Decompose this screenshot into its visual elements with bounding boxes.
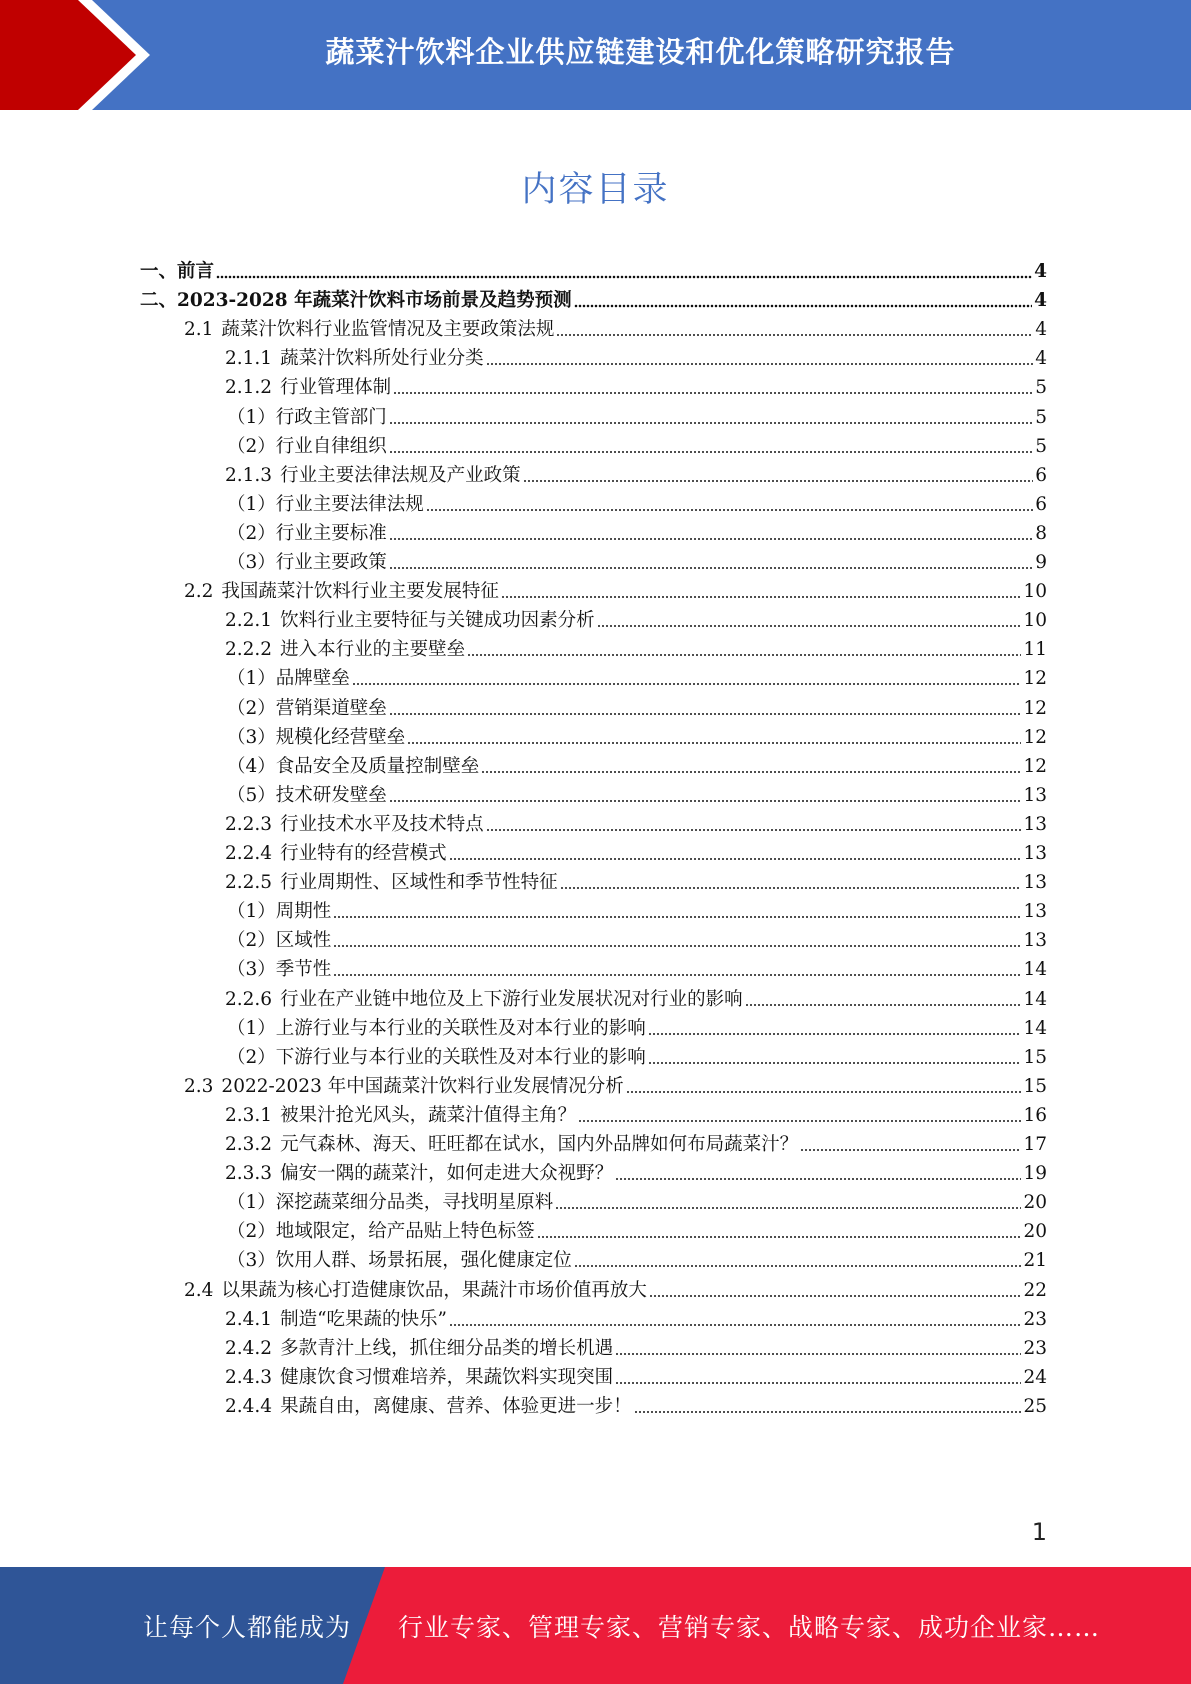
toc-entry-title: 果蔬自由，离健康、营养、体验更进一步！: [280, 1395, 632, 1417]
toc-entry[interactable]: [225, 1097, 1047, 1128]
toc-entry[interactable]: [225, 1301, 1047, 1332]
toc-entry-title: 行业周期性、区域性和季节性特征: [280, 872, 558, 894]
toc-entry-page: 9: [1035, 552, 1047, 573]
toc-entry-number: 2.1: [184, 319, 214, 341]
toc-entry-number: （1）: [227, 1192, 276, 1214]
toc-dot-leader: [389, 799, 1022, 803]
toc-entry-number: 2.3.2: [225, 1134, 273, 1155]
toc-entry-title: 上游行业与本行业的关联性及对本行业的影响: [275, 1017, 646, 1039]
toc-dot-leader: [407, 741, 1021, 745]
toc-entry-page: 4: [1034, 261, 1047, 282]
toc-entry-title: 蔬菜汁饮料行业监管情况及主要政策法规: [221, 319, 555, 341]
toc-entry-title: 行业在产业链中地位及上下游行业发展状况对行业的影响: [280, 988, 743, 1010]
report-title: 蔬菜汁饮料企业供应链建设和优化策略研究报告: [325, 34, 956, 69]
footer-slogan-left: 让每个人都能成为: [143, 1612, 352, 1642]
toc-entry-page: 12: [1023, 726, 1047, 748]
toc-dot-leader: [486, 362, 1034, 366]
toc-entry-page: 19: [1023, 1163, 1047, 1185]
toc-dot-leader: [745, 1003, 1022, 1007]
toc-entry[interactable]: [227, 486, 1047, 517]
footer-slogan-right: 行业专家、管理专家、营销专家、战略专家、成功企业家……: [398, 1612, 1101, 1642]
toc-entry-number: 2.1.3: [225, 464, 273, 486]
toc-entry-number: 2.4.2: [225, 1337, 273, 1359]
toc-entry-title: 饮料行业主要特征与关键成功因素分析: [280, 610, 595, 632]
toc-entry-number: （3）: [227, 1250, 276, 1272]
toc-entry-number: 2.2: [184, 581, 214, 603]
toc-entry-page: 21: [1023, 1250, 1047, 1272]
toc-entry-page: 20: [1023, 1192, 1047, 1214]
toc-entry-number: 2.3: [184, 1075, 214, 1097]
toc-entry[interactable]: [227, 922, 1047, 953]
toc-entry[interactable]: [225, 369, 1047, 400]
toc-entry-title: 食品安全及质量控制壁垒: [275, 755, 480, 777]
header-banner: [0, 0, 1191, 110]
toc-entry[interactable]: [227, 1242, 1047, 1273]
toc-dot-leader: [389, 421, 1033, 425]
toc-entry-page: 12: [1023, 668, 1047, 690]
toc-entry-title: 我国蔬菜汁饮料行业主要发展特征: [221, 581, 499, 603]
toc-dot-leader: [615, 1352, 1021, 1356]
toc-entry-title: 下游行业与本行业的关联性及对本行业的影响: [275, 1046, 646, 1068]
toc-dot-leader: [467, 653, 1021, 657]
toc-entry-title: 季节性: [275, 959, 332, 981]
toc-entry[interactable]: [227, 399, 1047, 430]
toc-entry-number: 2.2.4: [225, 843, 273, 864]
toc-entry-title: 2022-2023 年中国蔬菜汁饮料行业发展情况分析: [221, 1075, 624, 1097]
toc-entry-title: 地域限定，给产品贴上特色标签: [275, 1221, 535, 1243]
toc-entry-number: 2.2.2: [225, 639, 273, 661]
toc-entry[interactable]: [227, 1010, 1047, 1041]
toc-entry-title: 周期性: [275, 901, 332, 923]
toc-dot-leader: [615, 1177, 1021, 1181]
toc-entry-page: 15: [1023, 1046, 1047, 1068]
toc-dot-leader: [555, 1206, 1021, 1210]
toc-entry-page: 4: [1035, 348, 1047, 370]
toc-entry-number: 2.4.1: [225, 1308, 273, 1330]
toc-entry-title: 健康饮食习惯难培养，果蔬饮料实现突围: [280, 1366, 614, 1388]
toc-dot-leader: [449, 1323, 1021, 1327]
toc-entry[interactable]: [227, 544, 1047, 575]
toc-entry[interactable]: [227, 748, 1047, 779]
toc-entry-number: 2.1.2: [225, 377, 273, 399]
toc-dot-leader: [800, 1148, 1021, 1152]
toc-entry-page: 15: [1023, 1075, 1047, 1097]
toc-entry-number: 2.2.3: [225, 813, 273, 835]
toc-entry-page: 14: [1023, 1017, 1047, 1039]
toc-dot-leader: [578, 1119, 1021, 1123]
toc-entry-number: 2.3.1: [225, 1104, 273, 1126]
toc-entry-page: 12: [1023, 755, 1047, 777]
toc-entry-number: 2.4.3: [225, 1366, 273, 1388]
toc-entry-title: 行业技术水平及技术特点: [280, 813, 484, 835]
toc-entry-number: 2.1.1: [225, 348, 273, 370]
toc-dot-leader: [648, 1061, 1022, 1065]
toc-entry-title: 营销渠道壁垒: [275, 697, 387, 719]
toc-entry[interactable]: [225, 1155, 1047, 1186]
toc-entry-page: 13: [1023, 843, 1047, 864]
toc-entry[interactable]: [225, 1330, 1047, 1361]
toc-entry-page: 22: [1023, 1279, 1047, 1301]
toc-dot-leader: [333, 915, 1021, 919]
toc-entry-page: 5: [1035, 435, 1047, 457]
toc-entry-number: （3）: [227, 726, 276, 748]
toc-dot-leader: [389, 450, 1033, 454]
toc-entry-page: 5: [1035, 377, 1047, 399]
toc-entry[interactable]: [227, 428, 1047, 459]
toc-dot-leader: [389, 566, 1033, 570]
toc-entry-number: 2.2.6: [225, 988, 273, 1010]
toc-dot-leader: [389, 712, 1022, 716]
toc-dot-leader: [389, 537, 1033, 541]
toc-entry-page: 13: [1023, 872, 1047, 894]
toc-entry[interactable]: [227, 1184, 1047, 1215]
toc-entry-page: 6: [1035, 464, 1047, 486]
toc-entry-page: 14: [1023, 988, 1047, 1010]
toc-entry[interactable]: [225, 806, 1047, 837]
toc-entry[interactable]: [140, 282, 1047, 313]
toc-entry-number: （3）: [227, 959, 276, 981]
toc-entry-number: （2）: [227, 1221, 276, 1243]
toc-dot-leader: [486, 828, 1022, 832]
toc-entry[interactable]: [227, 777, 1047, 808]
toc-dot-leader: [615, 1381, 1021, 1385]
toc-entry-page: 24: [1023, 1366, 1047, 1388]
toc-entry-page: 17: [1023, 1134, 1047, 1155]
toc-entry-page: 5: [1035, 406, 1047, 428]
toc-entry-page: 6: [1035, 493, 1047, 515]
toc-entry[interactable]: [140, 253, 1047, 284]
toc-entry[interactable]: [227, 951, 1047, 982]
toc-entry[interactable]: [227, 690, 1047, 721]
toc-entry-number: （1）: [227, 901, 276, 923]
toc-entry[interactable]: [225, 631, 1047, 662]
toc-entry-page: 10: [1023, 581, 1047, 603]
toc-entry-title: 技术研发壁垒: [275, 784, 387, 806]
toc-entry-title: 行政主管部门: [275, 406, 387, 428]
toc-entry[interactable]: [225, 864, 1047, 895]
toc-entry-number: （4）: [227, 755, 276, 777]
toc-entry-page: 13: [1023, 784, 1047, 806]
toc-dot-leader: [626, 1090, 1022, 1094]
toc-dot-leader: [352, 682, 1022, 686]
toc-dot-leader: [333, 973, 1021, 977]
toc-entry-number: （2）: [227, 435, 276, 457]
toc-entry-title: 品牌壁垒: [275, 668, 350, 690]
toc-entry-page: 16: [1023, 1104, 1047, 1126]
toc-entry-title: 行业自律组织: [275, 435, 387, 457]
toc-entry-number: （1）: [227, 493, 276, 515]
toc-entry-number: （3）: [227, 552, 276, 573]
toc-dot-leader: [537, 1235, 1022, 1239]
toc-dot-leader: [649, 1294, 1022, 1298]
toc-entry-title: 以果蔬为核心打造健康饮品，果蔬汁市场价值再放大: [221, 1279, 647, 1301]
toc-entry-number: （2）: [227, 930, 276, 952]
toc-entry-title: 一、前言: [140, 261, 215, 282]
toc-entry-page: 4: [1035, 319, 1047, 341]
toc-entry-title: 进入本行业的主要壁垒: [280, 639, 466, 661]
toc-dot-leader: [216, 275, 1032, 279]
toc-entry-title: 二、2023-2028 年蔬菜汁饮料市场前景及趋势预测: [140, 290, 572, 312]
toc-entry[interactable]: [227, 660, 1047, 691]
toc-entry[interactable]: [225, 602, 1047, 633]
toc-entry-title: 蔬菜汁饮料所处行业分类: [280, 348, 484, 370]
toc-entry-page: 8: [1035, 522, 1047, 544]
toc-entry-title: 规模化经营壁垒: [275, 726, 406, 748]
toc-entry[interactable]: [227, 719, 1047, 750]
toc-entry-title: 行业特有的经营模式: [280, 843, 447, 864]
toc-entry[interactable]: [227, 1213, 1047, 1244]
toc-entry-page: 13: [1023, 930, 1047, 952]
toc-entry-number: 2.4: [184, 1279, 214, 1301]
chevron-arrow-decoration: [0, 0, 150, 110]
toc-entry[interactable]: [225, 835, 1047, 866]
toc-dot-leader: [648, 1032, 1022, 1036]
toc-entry-number: 2.2.5: [225, 872, 273, 894]
toc-dot-leader: [560, 886, 1022, 890]
toc-dot-leader: [597, 624, 1022, 628]
toc-entry-number: （2）: [227, 1046, 276, 1068]
toc-entry-page: 23: [1023, 1337, 1047, 1359]
toc-entry-title: 偏安一隅的蔬菜汁，如何走进大众视野？: [280, 1163, 614, 1185]
toc-entry-number: 2.4.4: [225, 1395, 273, 1417]
toc-entry-number: （1）: [227, 668, 276, 690]
toc-entry-page: 25: [1023, 1395, 1047, 1417]
toc-entry[interactable]: [184, 1068, 1047, 1099]
toc-entry[interactable]: [184, 573, 1047, 604]
toc-dot-leader: [523, 479, 1034, 483]
toc-entry-title: 深挖蔬菜细分品类，寻找明星原料: [275, 1192, 554, 1214]
toc-entry-title: 元气森林、海天、旺旺都在试水，国内外品牌如何布局蔬菜汁？: [280, 1134, 799, 1155]
toc-dot-leader: [393, 391, 1033, 395]
toc-entry-page: 10: [1023, 610, 1047, 632]
toc-entry[interactable]: [184, 311, 1047, 342]
toc-entry-title: 区域性: [275, 930, 332, 952]
toc-entry-page: 23: [1023, 1308, 1047, 1330]
toc-entry-title: 行业主要标准: [275, 522, 387, 544]
toc-entry[interactable]: [225, 457, 1047, 488]
footer-banner: [0, 1567, 1191, 1684]
toc-entry-page: 12: [1023, 697, 1047, 719]
toc-entry[interactable]: [227, 515, 1047, 546]
toc-entry[interactable]: [225, 1388, 1047, 1419]
toc-dot-leader: [481, 770, 1021, 774]
toc-entry-title: 行业主要政策: [275, 552, 387, 573]
toc-entry-title: 行业主要法律法规及产业政策: [280, 464, 521, 486]
toc-entry-number: （1）: [227, 1017, 276, 1039]
toc-entry-number: （2）: [227, 697, 276, 719]
toc-entry-title: 被果汁抢光风头，蔬菜汁值得主角？: [280, 1104, 577, 1126]
toc-entry-title: 饮用人群、场景拓展，强化健康定位: [275, 1250, 572, 1272]
toc-heading: 内容目录: [521, 170, 670, 210]
toc-entry-page: 4: [1034, 290, 1047, 312]
toc-entry-title: 制造“吃果蔬的快乐”: [280, 1308, 447, 1330]
toc-entry-page: 14: [1023, 959, 1047, 981]
toc-dot-leader: [501, 595, 1022, 599]
toc-entry[interactable]: [227, 1039, 1047, 1070]
toc-entry-number: （2）: [227, 522, 276, 544]
toc-entry[interactable]: [227, 893, 1047, 924]
toc-entry[interactable]: [184, 1272, 1047, 1303]
toc-dot-leader: [556, 333, 1033, 337]
toc-dot-leader: [574, 304, 1033, 308]
toc-dot-leader: [333, 944, 1021, 948]
toc-entry-page: 11: [1023, 639, 1047, 661]
toc-dot-leader: [634, 1410, 1022, 1414]
page-number: 1: [1031, 1518, 1047, 1546]
toc-entry-number: 2.3.3: [225, 1163, 273, 1185]
toc-dot-leader: [449, 857, 1022, 861]
toc-entry-number: （1）: [227, 406, 276, 428]
toc-entry[interactable]: [225, 981, 1047, 1012]
toc-entry-title: 多款青汁上线，抓住细分品类的增长机遇: [280, 1337, 614, 1359]
toc-entry-number: 2.2.1: [225, 610, 273, 632]
toc-dot-leader: [574, 1264, 1022, 1268]
toc-entry-page: 20: [1023, 1221, 1047, 1243]
toc-entry-page: 13: [1023, 813, 1047, 835]
toc-entry-title: 行业管理体制: [280, 377, 392, 399]
toc-entry[interactable]: [225, 1359, 1047, 1390]
toc-entry[interactable]: [225, 1126, 1047, 1157]
toc-entry-page: 13: [1023, 901, 1047, 923]
toc-dot-leader: [426, 508, 1033, 512]
toc-entry[interactable]: [225, 340, 1047, 371]
toc-entry-title: 行业主要法律法规: [275, 493, 424, 515]
toc-entry-number: （5）: [227, 784, 276, 806]
